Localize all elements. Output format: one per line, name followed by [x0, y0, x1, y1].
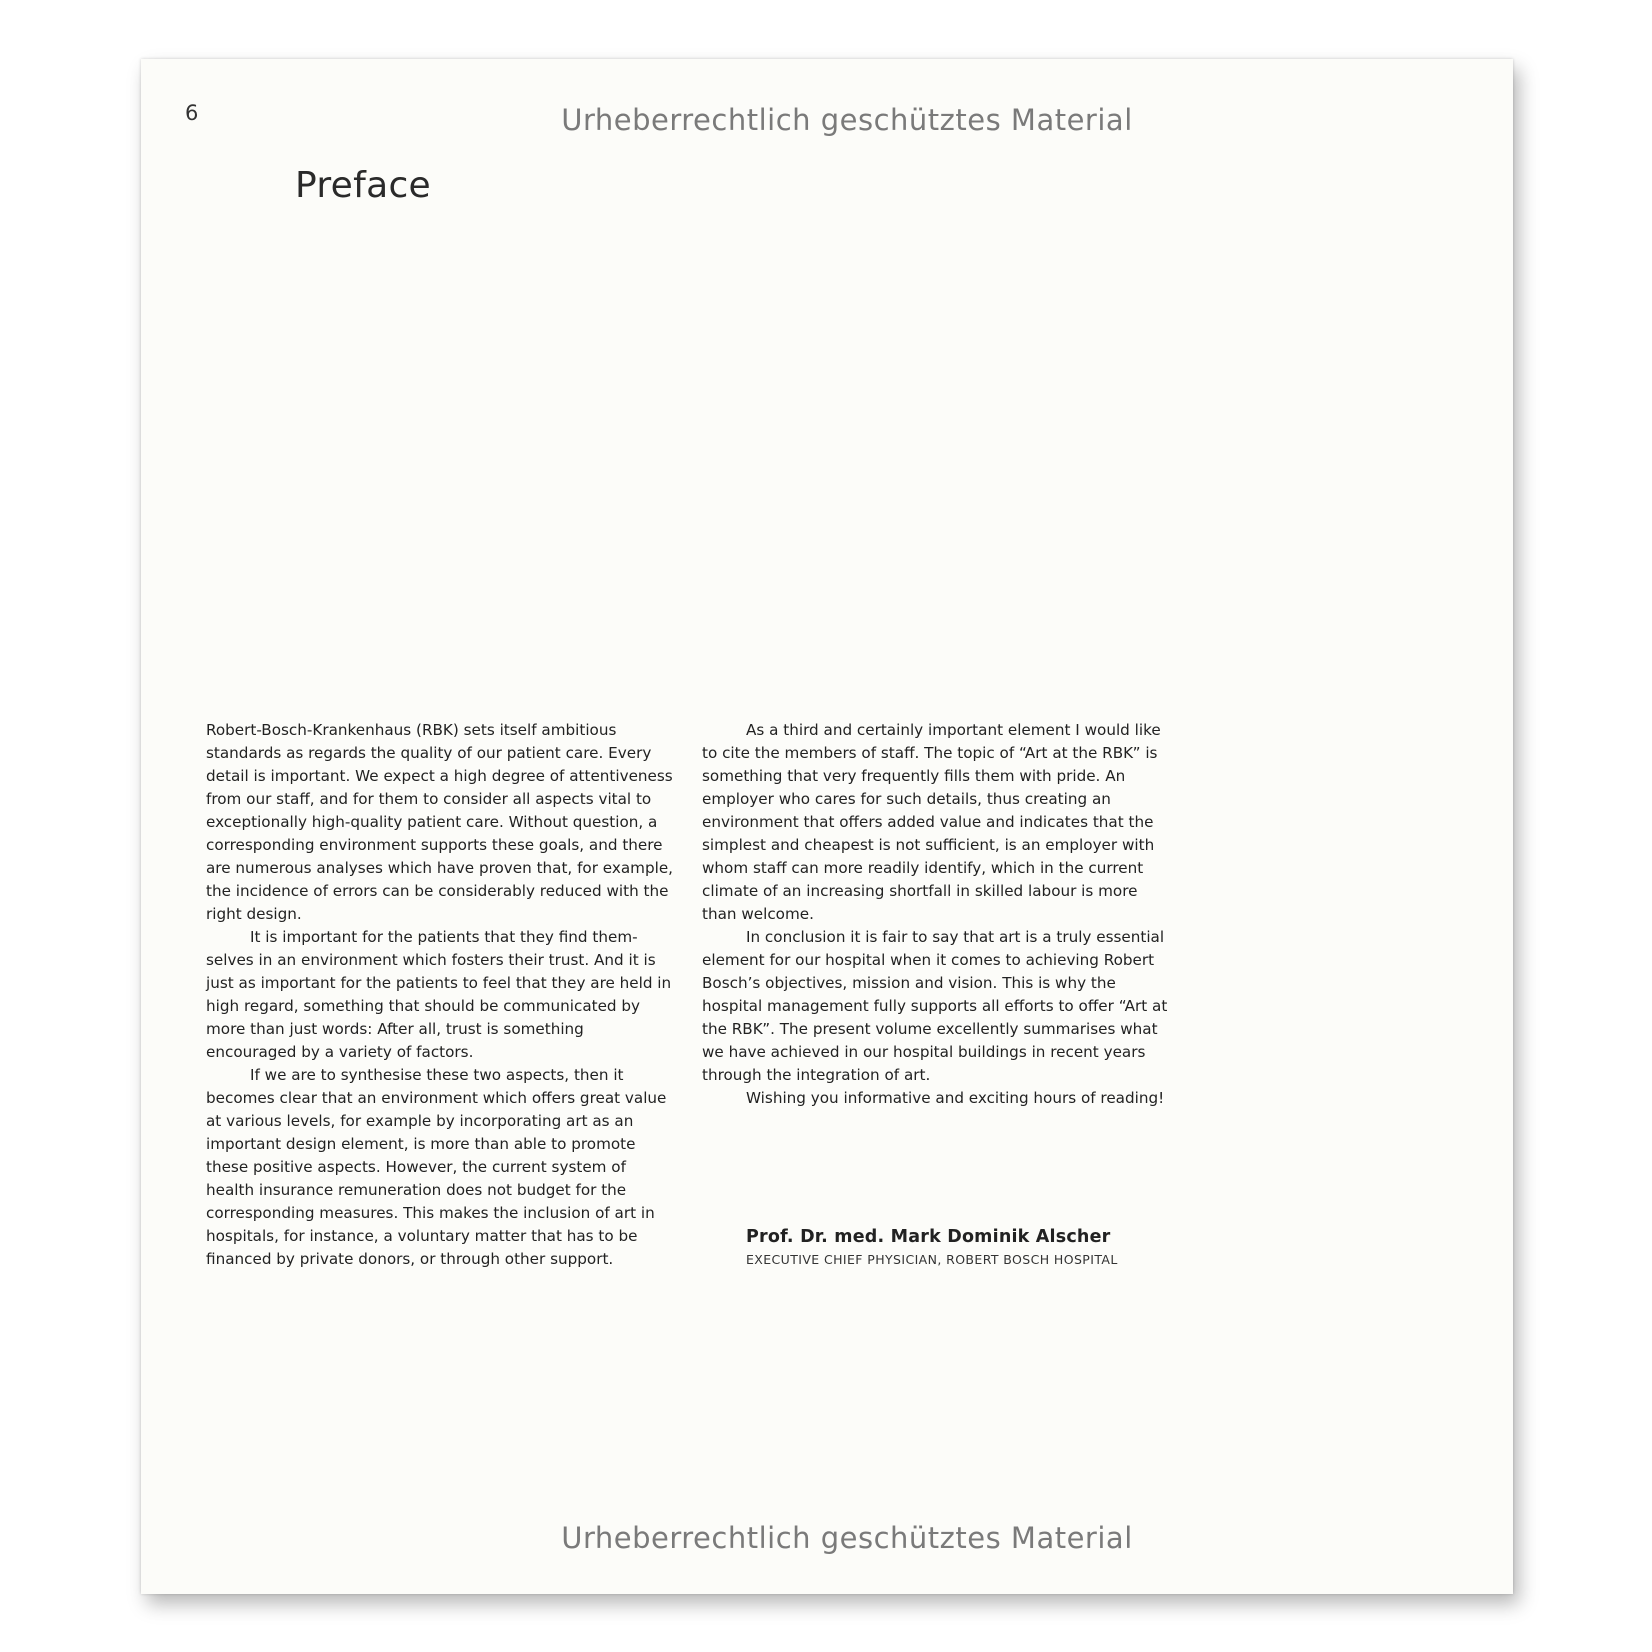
- page-number: 6: [185, 101, 199, 125]
- body-column-left: [206, 719, 676, 1271]
- page-title: Preface: [295, 165, 432, 206]
- signature-block: [746, 1225, 1266, 1271]
- paragraph: Robert-Bosch-Krankenhaus (RBK) sets itself ambitious standards as regards the quality of our patient care. Every detail is important. We expect a high degree of attentiveness from our staff, and for them to consider all aspects vital to exceptionally high-quality patient care. Without question, a corresponding environment supports these goals, and there are numerous analyses which have proven that, for example, the incidence of errors can be considerably reduced with the right design.: [206, 721, 673, 923]
- paragraph: Wishing you informative and exciting hours of reading!: [746, 1089, 1165, 1107]
- paragraph: It is important for the patients that they find themselves in an environment which fosters their trust. And it is just as important for the patients to feel that they are held in high regard, something that should be communicated by more than just words: After all, trust is something encouraged by a variety of factors.: [206, 928, 672, 1061]
- body-column-right: [702, 719, 1172, 1110]
- signature-title: EXECUTIVE CHIEF PHYSICIAN, ROBERT BOSCH HOSPITAL: [746, 1252, 1118, 1267]
- watermark-top: Urheberrechtlich geschütztes Material: [561, 103, 1133, 137]
- watermark-bottom: Urheberrechtlich geschütztes Material: [561, 1521, 1133, 1555]
- paragraph: As a third and certainly important element I would like to cite the members of staff. The topic of “Art at the RBK” is something that very frequently fills them with pride. An employer who cares for such details, thus creating an environment that offers added value and indicates that the simplest and cheapest is not sufficient, is an employer with whom staff can more readily identify, which in the current climate of an increasing shortfall in skilled labour is more than welcome.: [702, 721, 1161, 923]
- document-page: [141, 59, 1513, 1594]
- paragraph: In conclusion it is fair to say that art is a truly essential element for our hospital when it comes to achieving Robert Bosch’s objectives, mission and vision. This is why the hospital management fully supports all efforts to offer “Art at the RBK”. The present volume excellently summarises what we have achieved in our hospital buildings in recent years through the integration of art.: [702, 928, 1168, 1084]
- paragraph: If we are to synthesise these two aspects, then it becomes clear that an environment which offers great value at various levels, for example by incorporating art as an important design element, is more than able to promote these positive aspects. However, the current system of health insurance remuneration does not budget for the corresponding measures. This makes the inclusion of art in hospitals, for instance, a voluntary matter that has to be financed by private donors, or through other support.: [206, 1066, 667, 1268]
- signature-name: Prof. Dr. med. Mark Dominik Alscher: [746, 1227, 1111, 1247]
